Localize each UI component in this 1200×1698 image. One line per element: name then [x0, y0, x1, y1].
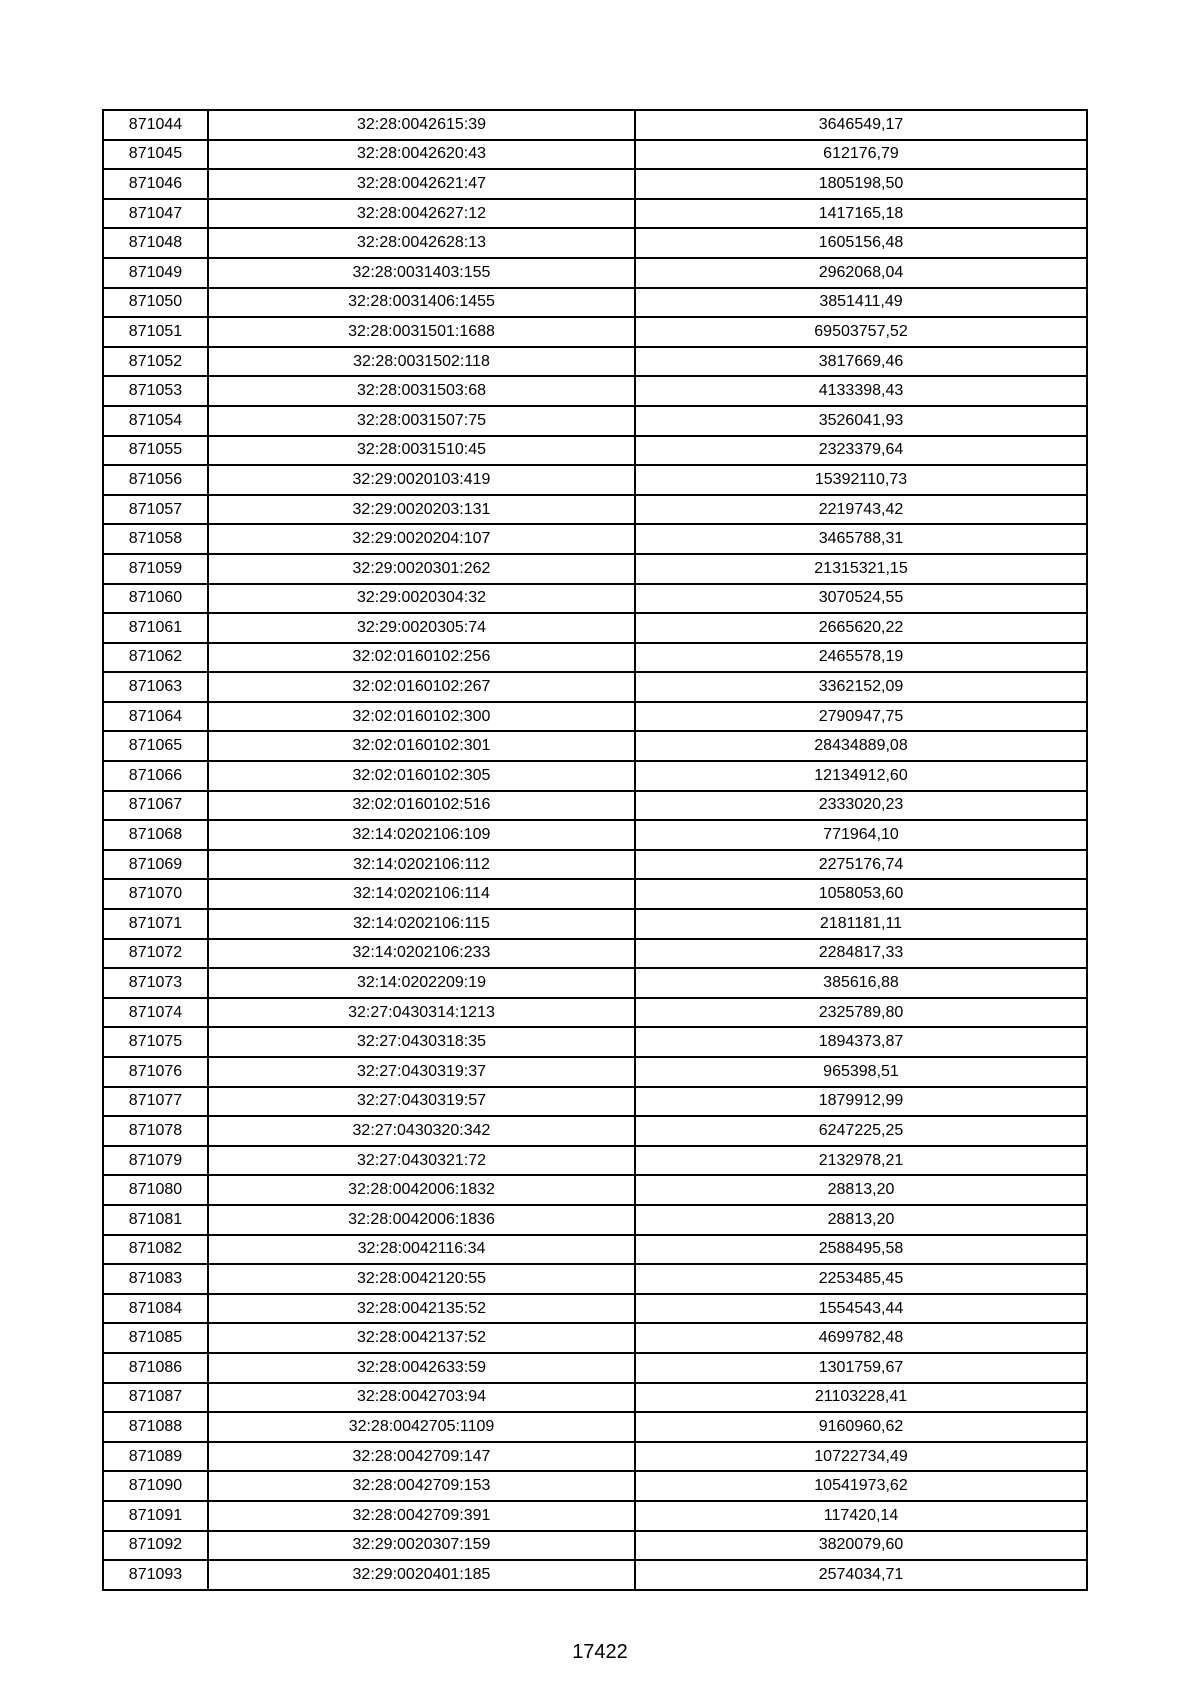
row-id-cell: 871084: [103, 1294, 208, 1324]
cadastral-number-cell: 32:28:0042137:52: [208, 1323, 635, 1353]
value-cell: 9160960,62: [635, 1412, 1087, 1442]
row-id-cell: 871056: [103, 465, 208, 495]
cadastral-number-cell: 32:28:0042709:153: [208, 1471, 635, 1501]
table-row: [103, 1175, 1087, 1205]
cadastral-number-cell: 32:29:0020204:107: [208, 524, 635, 554]
row-id-cell: 871070: [103, 879, 208, 909]
cadastral-number-cell: 32:28:0042620:43: [208, 140, 635, 170]
table-row: [103, 1383, 1087, 1413]
cadastral-number-cell: 32:29:0020305:74: [208, 613, 635, 643]
cadastral-number-cell: 32:02:0160102:256: [208, 643, 635, 673]
row-id-cell: 871050: [103, 288, 208, 318]
value-cell: 1554543,44: [635, 1294, 1087, 1324]
table-row: [103, 879, 1087, 909]
row-id-cell: 871053: [103, 376, 208, 406]
cadastral-number-cell: 32:28:0042621:47: [208, 169, 635, 199]
value-cell: 4699782,48: [635, 1323, 1087, 1353]
row-id-cell: 871051: [103, 317, 208, 347]
row-id-cell: 871091: [103, 1501, 208, 1531]
row-id-cell: 871089: [103, 1442, 208, 1472]
table-row: [103, 1531, 1087, 1561]
value-cell: 2665620,22: [635, 613, 1087, 643]
value-cell: 3851411,49: [635, 288, 1087, 318]
value-cell: 28813,20: [635, 1205, 1087, 1235]
value-cell: 1605156,48: [635, 228, 1087, 258]
row-id-cell: 871074: [103, 998, 208, 1028]
table-row: [103, 613, 1087, 643]
cadastral-number-cell: 32:02:0160102:301: [208, 731, 635, 761]
table-row: [103, 1146, 1087, 1176]
cadastral-number-cell: 32:28:0042006:1832: [208, 1175, 635, 1205]
cadastral-number-cell: 32:27:0430319:57: [208, 1087, 635, 1117]
cadastral-number-cell: 32:29:0020103:419: [208, 465, 635, 495]
value-cell: 612176,79: [635, 140, 1087, 170]
cadastral-number-cell: 32:28:0031503:68: [208, 376, 635, 406]
cadastral-number-cell: 32:28:0031501:1688: [208, 317, 635, 347]
table-row: [103, 406, 1087, 436]
table-row: [103, 169, 1087, 199]
row-id-cell: 871058: [103, 524, 208, 554]
value-cell: 2333020,23: [635, 791, 1087, 821]
cadastral-number-cell: 32:28:0042135:52: [208, 1294, 635, 1324]
value-cell: 2588495,58: [635, 1235, 1087, 1265]
value-cell: 3646549,17: [635, 110, 1087, 140]
row-id-cell: 871079: [103, 1146, 208, 1176]
table-row: [103, 1353, 1087, 1383]
row-id-cell: 871068: [103, 820, 208, 850]
value-cell: 1301759,67: [635, 1353, 1087, 1383]
row-id-cell: 871069: [103, 850, 208, 880]
row-id-cell: 871060: [103, 584, 208, 614]
row-id-cell: 871071: [103, 909, 208, 939]
table-row: [103, 140, 1087, 170]
cadastral-number-cell: 32:28:0031406:1455: [208, 288, 635, 318]
value-cell: 69503757,52: [635, 317, 1087, 347]
cadastral-number-cell: 32:14:0202106:233: [208, 939, 635, 969]
table-row: [103, 998, 1087, 1028]
row-id-cell: 871076: [103, 1057, 208, 1087]
value-cell: 1058053,60: [635, 879, 1087, 909]
value-cell: 10541973,62: [635, 1471, 1087, 1501]
value-cell: 2790947,75: [635, 702, 1087, 732]
table-row: [103, 1471, 1087, 1501]
table-row: [103, 672, 1087, 702]
cadastral-number-cell: 32:14:0202106:115: [208, 909, 635, 939]
table-row: [103, 110, 1087, 140]
table-row: [103, 258, 1087, 288]
table-row: [103, 1116, 1087, 1146]
row-id-cell: 871073: [103, 968, 208, 998]
table-row: [103, 1205, 1087, 1235]
row-id-cell: 871046: [103, 169, 208, 199]
value-cell: 1894373,87: [635, 1027, 1087, 1057]
value-cell: 2275176,74: [635, 850, 1087, 880]
cadastral-number-cell: 32:14:0202106:112: [208, 850, 635, 880]
table-row: [103, 199, 1087, 229]
row-id-cell: 871061: [103, 613, 208, 643]
table-row: [103, 702, 1087, 732]
table-row: [103, 554, 1087, 584]
value-cell: 10722734,49: [635, 1442, 1087, 1472]
row-id-cell: 871064: [103, 702, 208, 732]
cadastral-number-cell: 32:29:0020203:131: [208, 495, 635, 525]
table-row: [103, 939, 1087, 969]
table-row: [103, 1442, 1087, 1472]
row-id-cell: 871078: [103, 1116, 208, 1146]
row-id-cell: 871065: [103, 731, 208, 761]
table-row: [103, 1235, 1087, 1265]
cadastral-number-cell: 32:14:0202106:114: [208, 879, 635, 909]
cadastral-number-cell: 32:28:0042615:39: [208, 110, 635, 140]
row-id-cell: 871052: [103, 347, 208, 377]
cadastral-number-cell: 32:29:0020307:159: [208, 1531, 635, 1561]
table-row: [103, 968, 1087, 998]
cadastral-number-cell: 32:28:0042627:12: [208, 199, 635, 229]
value-cell: 2253485,45: [635, 1264, 1087, 1294]
row-id-cell: 871082: [103, 1235, 208, 1265]
row-id-cell: 871083: [103, 1264, 208, 1294]
row-id-cell: 871044: [103, 110, 208, 140]
table-row: [103, 761, 1087, 791]
cadastral-number-cell: 32:28:0031510:45: [208, 436, 635, 466]
row-id-cell: 871059: [103, 554, 208, 584]
cadastral-number-cell: 32:14:0202209:19: [208, 968, 635, 998]
table-row: [103, 465, 1087, 495]
value-cell: 2574034,71: [635, 1560, 1087, 1590]
cadastral-number-cell: 32:28:0042006:1836: [208, 1205, 635, 1235]
table-row: [103, 347, 1087, 377]
row-id-cell: 871072: [103, 939, 208, 969]
row-id-cell: 871092: [103, 1531, 208, 1561]
value-cell: 1805198,50: [635, 169, 1087, 199]
data-table: [102, 109, 1088, 1591]
row-id-cell: 871048: [103, 228, 208, 258]
table-row: [103, 436, 1087, 466]
cadastral-number-cell: 32:27:0430321:72: [208, 1146, 635, 1176]
table-row: [103, 1560, 1087, 1590]
value-cell: 3465788,31: [635, 524, 1087, 554]
value-cell: 6247225,25: [635, 1116, 1087, 1146]
table-row: [103, 820, 1087, 850]
table-row: [103, 495, 1087, 525]
row-id-cell: 871066: [103, 761, 208, 791]
table-row: [103, 1501, 1087, 1531]
cadastral-number-cell: 32:27:0430320:342: [208, 1116, 635, 1146]
value-cell: 2465578,19: [635, 643, 1087, 673]
cadastral-number-cell: 32:28:0042705:1109: [208, 1412, 635, 1442]
table-row: [103, 643, 1087, 673]
table-row: [103, 317, 1087, 347]
table-row: [103, 1057, 1087, 1087]
table-row: [103, 228, 1087, 258]
table-row: [103, 1027, 1087, 1057]
value-cell: 2284817,33: [635, 939, 1087, 969]
value-cell: 21315321,15: [635, 554, 1087, 584]
value-cell: 3070524,55: [635, 584, 1087, 614]
row-id-cell: 871063: [103, 672, 208, 702]
row-id-cell: 871055: [103, 436, 208, 466]
row-id-cell: 871047: [103, 199, 208, 229]
value-cell: 3820079,60: [635, 1531, 1087, 1561]
value-cell: 2962068,04: [635, 258, 1087, 288]
table-row: [103, 1412, 1087, 1442]
row-id-cell: 871067: [103, 791, 208, 821]
value-cell: 12134912,60: [635, 761, 1087, 791]
row-id-cell: 871088: [103, 1412, 208, 1442]
value-cell: 2219743,42: [635, 495, 1087, 525]
cadastral-number-cell: 32:02:0160102:300: [208, 702, 635, 732]
cadastral-number-cell: 32:28:0042709:147: [208, 1442, 635, 1472]
cadastral-number-cell: 32:02:0160102:267: [208, 672, 635, 702]
row-id-cell: 871086: [103, 1353, 208, 1383]
table-row: [103, 1294, 1087, 1324]
table-row: [103, 584, 1087, 614]
cadastral-number-cell: 32:28:0031403:155: [208, 258, 635, 288]
cadastral-number-cell: 32:29:0020401:185: [208, 1560, 635, 1590]
value-cell: 4133398,43: [635, 376, 1087, 406]
row-id-cell: 871049: [103, 258, 208, 288]
value-cell: 21103228,41: [635, 1383, 1087, 1413]
value-cell: 771964,10: [635, 820, 1087, 850]
cadastral-number-cell: 32:28:0042709:391: [208, 1501, 635, 1531]
cadastral-number-cell: 32:02:0160102:516: [208, 791, 635, 821]
cadastral-number-cell: 32:29:0020301:262: [208, 554, 635, 584]
row-id-cell: 871087: [103, 1383, 208, 1413]
table-row: [103, 1087, 1087, 1117]
cadastral-number-cell: 32:27:0430319:37: [208, 1057, 635, 1087]
value-cell: 3362152,09: [635, 672, 1087, 702]
value-cell: 385616,88: [635, 968, 1087, 998]
table-row: [103, 850, 1087, 880]
table-row: [103, 791, 1087, 821]
value-cell: 1879912,99: [635, 1087, 1087, 1117]
cadastral-number-cell: 32:02:0160102:305: [208, 761, 635, 791]
row-id-cell: 871045: [103, 140, 208, 170]
row-id-cell: 871077: [103, 1087, 208, 1117]
value-cell: 117420,14: [635, 1501, 1087, 1531]
value-cell: 1417165,18: [635, 199, 1087, 229]
row-id-cell: 871062: [103, 643, 208, 673]
row-id-cell: 871085: [103, 1323, 208, 1353]
table-row: [103, 524, 1087, 554]
cadastral-number-cell: 32:28:0042116:34: [208, 1235, 635, 1265]
value-cell: 965398,51: [635, 1057, 1087, 1087]
value-cell: 2132978,21: [635, 1146, 1087, 1176]
row-id-cell: 871057: [103, 495, 208, 525]
row-id-cell: 871080: [103, 1175, 208, 1205]
row-id-cell: 871081: [103, 1205, 208, 1235]
table-body: [103, 110, 1087, 1590]
table-row: [103, 731, 1087, 761]
cadastral-number-cell: 32:28:0031502:118: [208, 347, 635, 377]
table-row: [103, 1264, 1087, 1294]
value-cell: 2181181,11: [635, 909, 1087, 939]
cadastral-number-cell: 32:27:0430314:1213: [208, 998, 635, 1028]
cadastral-number-cell: 32:29:0020304:32: [208, 584, 635, 614]
value-cell: 2323379,64: [635, 436, 1087, 466]
table-row: [103, 376, 1087, 406]
row-id-cell: 871093: [103, 1560, 208, 1590]
value-cell: 3526041,93: [635, 406, 1087, 436]
table-row: [103, 1323, 1087, 1353]
cadastral-number-cell: 32:27:0430318:35: [208, 1027, 635, 1057]
value-cell: 28813,20: [635, 1175, 1087, 1205]
value-cell: 3817669,46: [635, 347, 1087, 377]
cadastral-number-cell: 32:28:0042633:59: [208, 1353, 635, 1383]
value-cell: 2325789,80: [635, 998, 1087, 1028]
row-id-cell: 871075: [103, 1027, 208, 1057]
cadastral-number-cell: 32:28:0042120:55: [208, 1264, 635, 1294]
cadastral-number-cell: 32:28:0042628:13: [208, 228, 635, 258]
table-row: [103, 909, 1087, 939]
value-cell: 15392110,73: [635, 465, 1087, 495]
table-row: [103, 288, 1087, 318]
row-id-cell: 871090: [103, 1471, 208, 1501]
value-cell: 28434889,08: [635, 731, 1087, 761]
row-id-cell: 871054: [103, 406, 208, 436]
cadastral-number-cell: 32:28:0042703:94: [208, 1383, 635, 1413]
page-number: 17422: [572, 1641, 628, 1663]
cadastral-number-cell: 32:14:0202106:109: [208, 820, 635, 850]
cadastral-number-cell: 32:28:0031507:75: [208, 406, 635, 436]
